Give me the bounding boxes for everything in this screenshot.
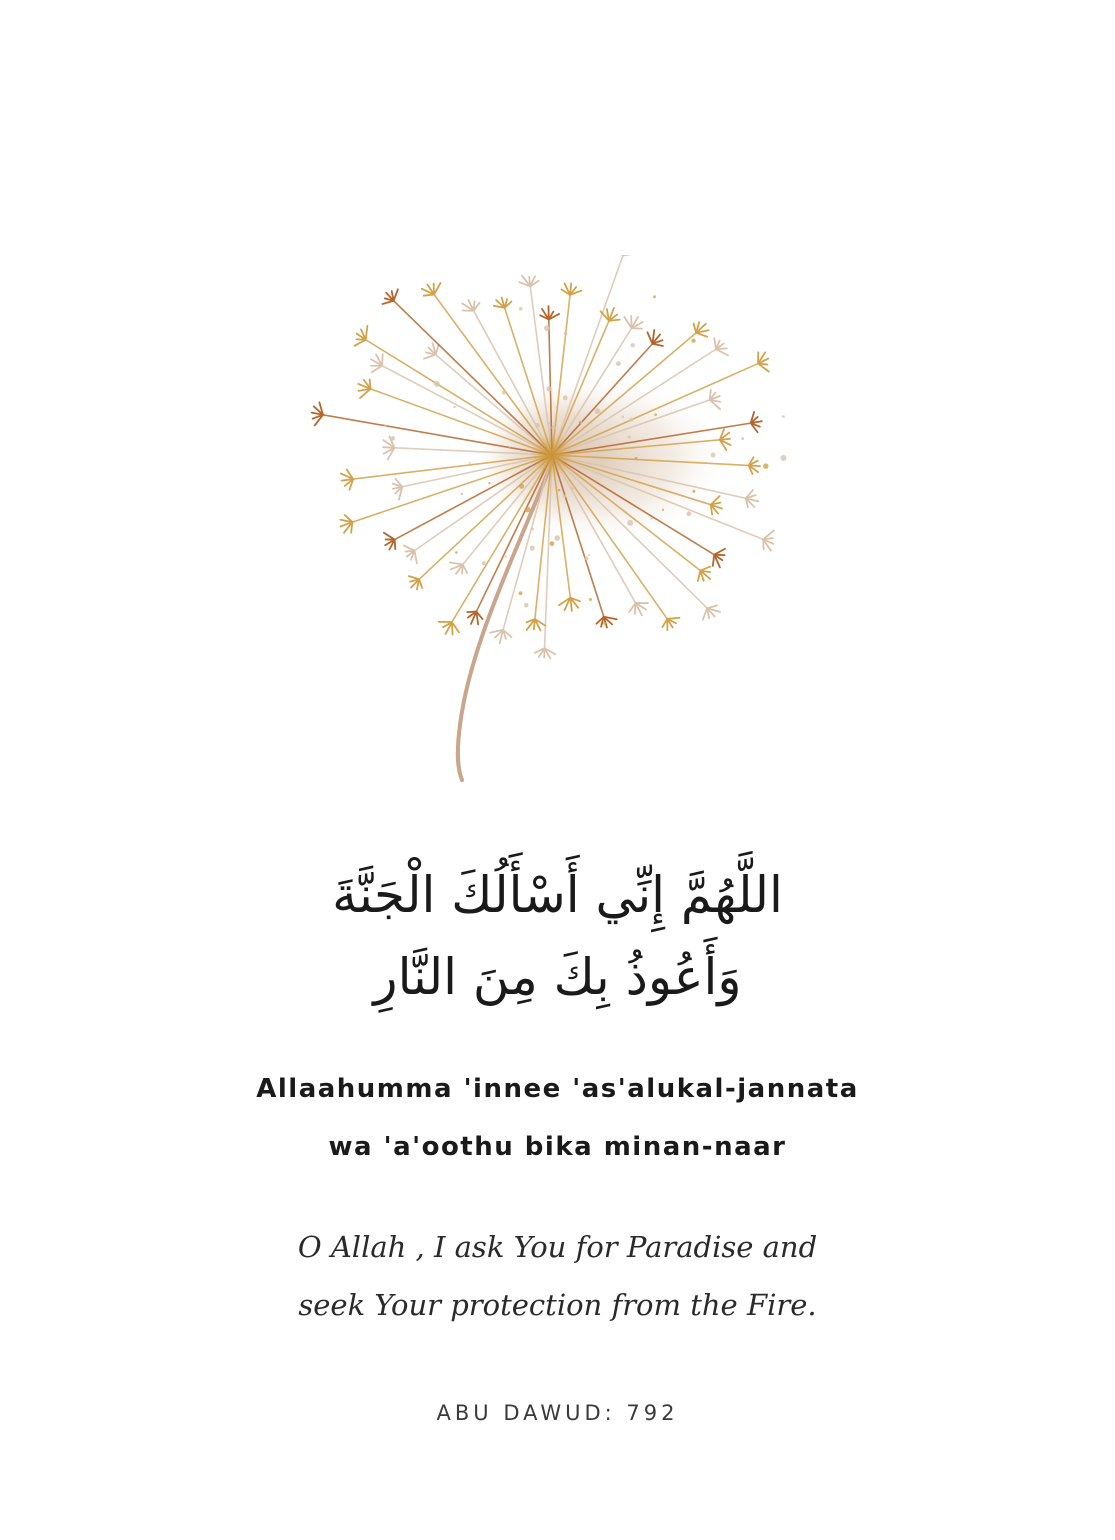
dandelion-icon bbox=[300, 255, 800, 795]
hadith-reference: ABU DAWUD: 792 bbox=[436, 1401, 679, 1425]
transliteration-line-2: wa 'a'oothu bika minan-naar bbox=[328, 1132, 787, 1162]
arabic-line-1: اللَّهُمَّ إِنِّي أَسْأَلُكَ الْجَنَّةَ bbox=[332, 866, 783, 924]
translation-line-2: seek Your protection from the Fire. bbox=[298, 1288, 817, 1322]
arabic-line-2: وَأَعُوذُ بِكَ مِنَ النَّارِ bbox=[373, 948, 742, 1006]
translation-line-1: O Allah , I ask You for Paradise and bbox=[297, 1230, 818, 1264]
transliteration-line-1: Allaahumma 'innee 'as'alukal-jannata bbox=[256, 1074, 859, 1104]
